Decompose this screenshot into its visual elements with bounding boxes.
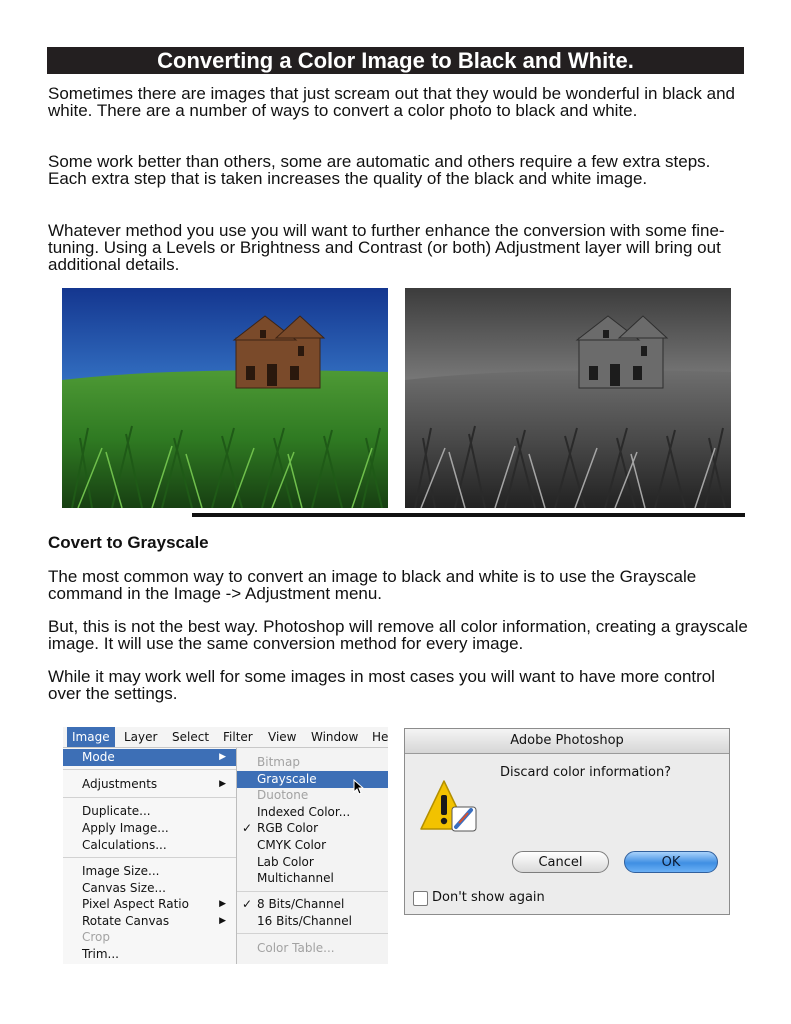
menu-item-apply-image[interactable]: Apply Image... xyxy=(82,821,169,835)
section-divider xyxy=(192,513,745,517)
menu-separator xyxy=(63,857,236,858)
submenu-item-indexed-color[interactable]: Indexed Color... xyxy=(257,805,351,819)
menu-separator xyxy=(63,769,236,770)
cancel-button[interactable]: Cancel xyxy=(512,851,609,873)
menu-item-mode[interactable] xyxy=(63,749,236,766)
intro-paragraph-2: Some work better than others, some are automatic and others require a few extra steps. Each extra step that is taken increases the quality of the black and white image. xyxy=(48,152,711,188)
intro-paragraph-3: Whatever method you use you will want to further enhance the conversion with some fine-tuning. Using a Levels or Brightness and Contrast (or both) Adjustment layer will bring out additional details. xyxy=(48,221,725,274)
section-paragraph-3: While it may work well for some images in most cases you will want to have more control over the settings. xyxy=(48,667,716,703)
submenu-item-bitmap: Bitmap xyxy=(257,755,300,769)
submenu-item-rgb-color[interactable] xyxy=(237,820,388,837)
menu-item-crop: Crop xyxy=(82,930,111,944)
section-paragraph-1: The most common way to convert an image to black and white is to use the Grayscale command in the Image -> Adjustment menu. xyxy=(48,567,697,603)
menu-item-label: Rotate Canvas xyxy=(82,914,170,928)
menu-item-label: Adjustments xyxy=(82,777,158,791)
submenu-arrow-icon: ▶ xyxy=(219,916,226,926)
menubar-image[interactable]: Image xyxy=(67,727,115,747)
mouse-pointer-icon xyxy=(353,779,364,795)
submenu-item-duotone: Duotone xyxy=(257,788,309,802)
submenu-arrow-icon: ▶ xyxy=(219,752,226,762)
menu-item-canvas-size[interactable]: Canvas Size... xyxy=(82,881,166,895)
menu-item-label: Pixel Aspect Ratio xyxy=(82,897,189,911)
submenu-item-lab-color[interactable]: Lab Color xyxy=(257,855,314,869)
menubar-window[interactable]: Window xyxy=(311,730,359,744)
menubar-help[interactable]: He xyxy=(372,730,388,744)
menu-separator xyxy=(237,891,388,892)
intro-paragraph-1: Sometimes there are images that just scream out that they would be wonderful in black and white. There are a number of ways to convert a color photo to black and white. xyxy=(48,84,735,120)
submenu-item-color-table: Color Table... xyxy=(257,941,335,955)
menubar-view[interactable]: View xyxy=(268,730,297,744)
menu-item-trim[interactable]: Trim... xyxy=(82,947,119,961)
grayscale-photo xyxy=(405,288,731,508)
discard-color-dialog xyxy=(404,728,730,915)
photoshop-menu-screenshot xyxy=(63,727,388,964)
image-menu xyxy=(63,748,237,964)
submenu-arrow-icon: ▶ xyxy=(219,899,226,909)
submenu-item-8-bits[interactable] xyxy=(237,896,388,913)
color-photo xyxy=(62,288,388,508)
page-title: Converting a Color Image to Black and White. xyxy=(47,47,744,74)
dont-show-again-label[interactable]: Don't show again xyxy=(432,890,545,905)
checkmark-icon: ✓ xyxy=(242,821,253,835)
menu-item-rotate-canvas[interactable] xyxy=(63,913,236,930)
menubar-filter[interactable]: Filter xyxy=(223,730,253,744)
submenu-item-grayscale[interactable]: Grayscale xyxy=(237,771,388,788)
menu-item-adjustments[interactable] xyxy=(63,776,236,793)
section-heading: Covert to Grayscale xyxy=(48,533,209,552)
menu-separator xyxy=(63,797,236,798)
menubar-layer[interactable]: Layer xyxy=(124,730,158,744)
checkmark-icon: ✓ xyxy=(242,897,253,911)
submenu-item-multichannel[interactable]: Multichannel xyxy=(257,871,334,885)
dialog-title: Adobe Photoshop xyxy=(405,729,729,754)
dont-show-again-checkbox[interactable] xyxy=(413,891,428,906)
warning-icon xyxy=(419,779,481,835)
ok-button[interactable]: OK xyxy=(624,851,718,873)
submenu-item-cmyk-color[interactable]: CMYK Color xyxy=(257,838,327,852)
menu-separator xyxy=(237,933,388,934)
menu-item-pixel-aspect-ratio[interactable] xyxy=(63,896,236,913)
menu-item-image-size[interactable]: Image Size... xyxy=(82,864,160,878)
dialog-message: Discard color information? xyxy=(500,765,672,780)
menubar-select[interactable]: Select xyxy=(172,730,210,744)
menu-item-label: Mode xyxy=(82,750,115,764)
mode-submenu xyxy=(237,748,388,964)
submenu-item-16-bits[interactable]: 16 Bits/Channel xyxy=(257,914,352,928)
section-paragraph-2: But, this is not the best way. Photoshop will remove all color information, creating a grayscale image. It will use the same conversion method for every image. xyxy=(48,617,748,653)
submenu-item-label: 8 Bits/Channel xyxy=(257,897,345,911)
submenu-arrow-icon: ▶ xyxy=(219,779,226,789)
menu-item-calculations[interactable]: Calculations... xyxy=(82,838,167,852)
menu-item-duplicate[interactable]: Duplicate... xyxy=(82,804,151,818)
submenu-item-label: RGB Color xyxy=(257,821,319,835)
menubar xyxy=(63,727,388,748)
